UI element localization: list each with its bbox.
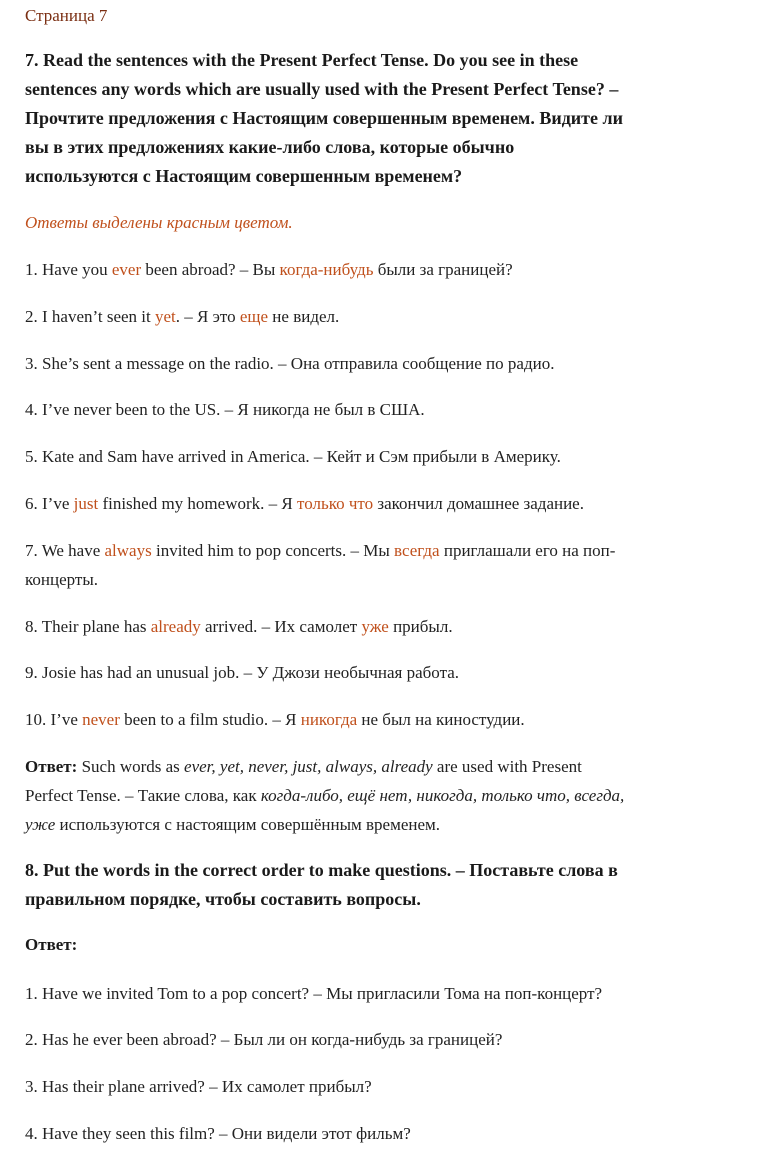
highlight: never bbox=[82, 710, 120, 729]
list-item: 8. Their plane has already arrived. – Их самолет уже прибыл. bbox=[25, 617, 453, 636]
list-item: 10. I’ve never been to a film studio. – Я никогда не был на киностудии. bbox=[25, 710, 525, 729]
highlight: уже bbox=[361, 617, 389, 636]
exercise-8-title bbox=[25, 856, 755, 914]
exercise-7-title bbox=[25, 46, 755, 191]
highlight: всегда bbox=[394, 541, 440, 560]
list-item: 4. I’ve never been to the US. – Я никогда не был в США. bbox=[25, 400, 425, 419]
exercise-7-answer: Ответ: Such words as ever, yet, never, just, always, already are used with Present Perfect Tense. – Такие слова, как когда-либо, ещё нет, никогда, только что, всегда, уже используются с настоящим совершённым временем. bbox=[25, 757, 625, 834]
highlight: только что bbox=[296, 494, 374, 513]
highlight: yet bbox=[154, 307, 176, 326]
list-item: 1. Have you ever been abroad? – Вы когда-нибудь были за границей? bbox=[25, 260, 513, 279]
list-item: 3. Has their plane arrived? – Их самолет прибыл? bbox=[25, 1077, 372, 1096]
list-item: 4. Have they seen this film? – Они видели этот фильм? bbox=[25, 1124, 411, 1143]
list-item: 5. Kate and Sam have arrived in America. – Кейт и Сэм прибыли в Америку. bbox=[25, 447, 561, 466]
list-item: 2. Has he ever been abroad? – Был ли он когда-нибудь за границей? bbox=[25, 1030, 503, 1049]
highlight: always bbox=[104, 541, 152, 560]
title-line: используются с Настоящим совершенным временем? bbox=[25, 166, 463, 186]
highlight: just bbox=[73, 494, 99, 513]
title-line: Прочтите предложения с Настоящим совершенным временем. Видите ли bbox=[25, 108, 623, 128]
title-line: sentences any words which are usually used with the Present Perfect Tense? – bbox=[25, 79, 619, 99]
title-line: правильном порядке, чтобы составить вопросы. bbox=[25, 889, 421, 909]
exercise-8-answer-label: Ответ: bbox=[25, 935, 78, 954]
list-item: 6. I’ve just finished my homework. – Я только что закончил домашнее задание. bbox=[25, 494, 584, 513]
highlight: никогда bbox=[300, 710, 358, 729]
list-item: 1. Have we invited Tom to a pop concert? – Мы пригласили Тома на поп-концерт? bbox=[25, 984, 603, 1003]
highlight: already bbox=[150, 617, 201, 636]
highlight: когда-нибудь bbox=[279, 260, 374, 279]
title-line: 7. Read the sentences with the Present Perfect Tense. Do you see in these bbox=[25, 50, 579, 70]
list-item: 3. She’s sent a message on the radio. – Она отправила сообщение по радио. bbox=[25, 354, 555, 373]
highlight: ever bbox=[111, 260, 142, 279]
list-item: 7. We have always invited him to pop concerts. – Мы всегда приглашали его на поп- концерты. bbox=[25, 541, 616, 589]
title-line: 8. Put the words in the correct order to make questions. – Поставьте слова в bbox=[25, 860, 618, 880]
list-item: 9. Josie has had an unusual job. – У Джози необычная работа. bbox=[25, 663, 460, 682]
title-line: вы в этих предложениях какие-либо слова, которые обычно bbox=[25, 137, 515, 157]
answer-label: Ответ: bbox=[25, 757, 78, 776]
highlight: еще bbox=[239, 307, 269, 326]
list-item: 2. I haven’t seen it yet. – Я это еще не видел. bbox=[25, 307, 340, 326]
breadcrumb[interactable]: Страница 7 bbox=[25, 6, 108, 25]
answers-note: Ответы выделены красным цветом. bbox=[25, 213, 293, 232]
